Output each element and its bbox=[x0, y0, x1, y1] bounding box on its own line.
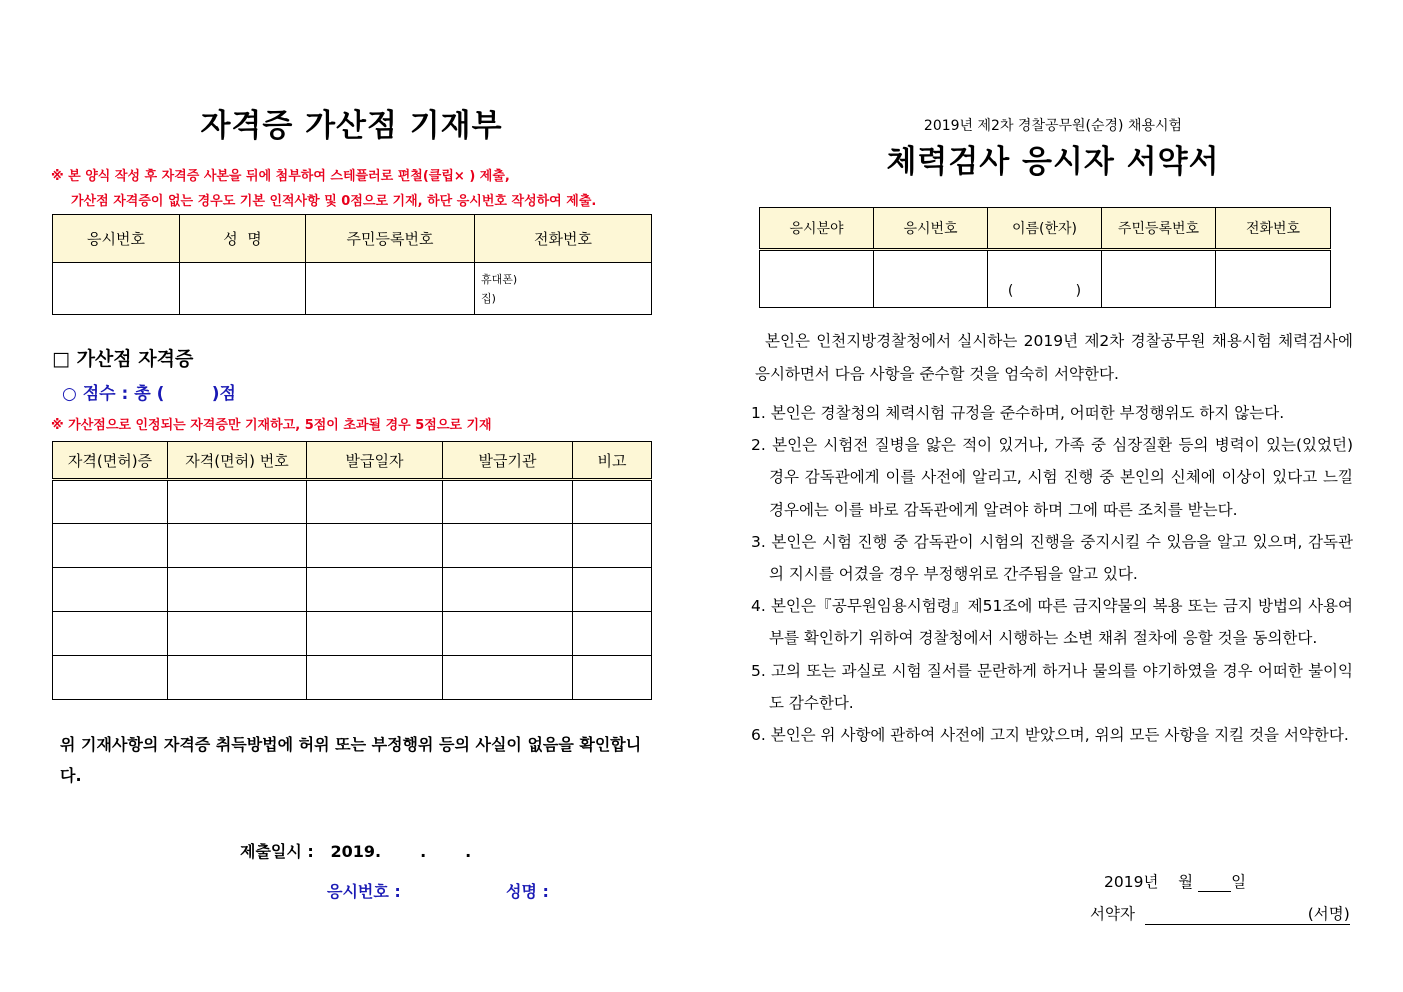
cell[interactable] bbox=[168, 656, 307, 700]
cell[interactable] bbox=[168, 524, 307, 568]
cell[interactable] bbox=[573, 612, 652, 656]
resident-no-cell[interactable] bbox=[306, 263, 475, 315]
pledge-title: 체력검사 응시자 서약서 bbox=[886, 144, 1220, 180]
cell[interactable] bbox=[573, 480, 652, 524]
clause-2: 2. 본인은 시험전 질병을 앓은 적이 있거나, 가족 중 심장질환 등의 병력이 있는(있었던) 경우 감독관에게 이를 사전에 알리고, 시험 진행 중 본인의 신체에 이상이 있다고 느낄 경우에는 이를 바로 감독관에게 알려야 하며 그에 따른 조치를 받는다. bbox=[751, 436, 1353, 519]
name-label[interactable]: 성명 : bbox=[506, 882, 549, 901]
cell[interactable] bbox=[307, 480, 443, 524]
phone-cell[interactable] bbox=[1216, 250, 1331, 308]
pledge-clauses bbox=[751, 397, 1353, 751]
pledge-date[interactable] bbox=[1104, 870, 1246, 892]
score-total[interactable]: ○ 점수 : 총 ( )점 bbox=[62, 384, 236, 404]
applicant-no-label[interactable]: 응시번호 : bbox=[327, 882, 401, 901]
header-phone: 전화번호 bbox=[475, 215, 652, 263]
cell[interactable] bbox=[443, 568, 573, 612]
table-row bbox=[53, 568, 652, 612]
table-row bbox=[53, 612, 652, 656]
phone-mobile-label: 휴대폰) bbox=[481, 272, 518, 286]
clause-3: 3. 본인은 시험 진행 중 감독관이 시험의 진행을 중지시킬 수 있음을 알고 있으며, 감독관의 지시를 어겼을 경우 부정행위로 간주됨을 알고 있다. bbox=[751, 532, 1353, 584]
left-title: 자격증 가산점 기재부 bbox=[200, 108, 503, 144]
phone-home-label: 집) bbox=[481, 291, 496, 305]
cell[interactable] bbox=[53, 656, 168, 700]
pledge-signature[interactable] bbox=[1090, 902, 1350, 925]
header-applicant-no: 응시번호 bbox=[874, 208, 988, 250]
header-applicant-no: 응시번호 bbox=[53, 215, 180, 263]
cell[interactable] bbox=[168, 612, 307, 656]
cell[interactable] bbox=[443, 524, 573, 568]
header-phone: 전화번호 bbox=[1216, 208, 1331, 250]
cell[interactable] bbox=[53, 480, 168, 524]
attach-notice: ※ 본 양식 작성 후 자격증 사본을 뒤에 첨부하여 스테플러로 편철(클립× ) 제출, bbox=[51, 169, 510, 184]
date-year: 2019년 bbox=[1104, 873, 1159, 891]
phone-cell[interactable] bbox=[475, 263, 652, 315]
cell[interactable] bbox=[307, 656, 443, 700]
cell[interactable] bbox=[307, 612, 443, 656]
clause-4: 4. 본인은『공무원임용시험령』제51조에 따른 금지약물의 복용 또는 금지 방법의 사용여부를 확인하기 위하여 경찰청에서 시행하는 소변 채취 절차에 응할 것을 동의한다. bbox=[751, 597, 1353, 648]
table-row bbox=[53, 524, 652, 568]
name-cell[interactable] bbox=[180, 263, 306, 315]
date-day: 일 bbox=[1231, 873, 1247, 891]
resident-no-cell[interactable] bbox=[1102, 250, 1216, 308]
cell[interactable] bbox=[443, 612, 573, 656]
cell[interactable] bbox=[573, 568, 652, 612]
applicant-info-table bbox=[52, 214, 652, 315]
name-hanja-cell[interactable]: ( ) bbox=[988, 250, 1102, 308]
cell[interactable] bbox=[168, 568, 307, 612]
exam-subtitle: 2019년 제2차 경찰공무원(순경) 채용시험 bbox=[923, 118, 1183, 134]
cell[interactable] bbox=[307, 524, 443, 568]
header-field: 응시분야 bbox=[760, 208, 874, 250]
clause-5: 5. 고의 또는 과실로 시험 질서를 문란하게 하거나 물의를 야기하였을 경우 어떠한 불이익도 감수한다. bbox=[751, 661, 1353, 712]
cert-section-title: □ 가산점 자격증 bbox=[52, 348, 194, 370]
table-row bbox=[53, 656, 652, 700]
date-month: 월 bbox=[1178, 873, 1194, 891]
applicant-no-cell[interactable] bbox=[53, 263, 180, 315]
confirmation-statement: 위 기재사항의 자격증 취득방법에 허위 또는 부정행위 등의 사실이 없음을 확인합니다. bbox=[60, 735, 642, 785]
signature-label: (서명) bbox=[1307, 905, 1350, 923]
applicant-no-cell[interactable] bbox=[874, 250, 988, 308]
header-name-hanja: 이름(한자) bbox=[988, 208, 1102, 250]
table-row bbox=[53, 480, 652, 524]
header-name: 성 명 bbox=[180, 215, 306, 263]
field-cell[interactable] bbox=[760, 250, 874, 308]
cell[interactable] bbox=[443, 656, 573, 700]
header-resident-no: 주민등록번호 bbox=[1102, 208, 1216, 250]
clause-6: 6. 본인은 위 사항에 관하여 사전에 고지 받았으며, 위의 모든 사항을 지킬 것을 서약한다. bbox=[751, 726, 1349, 745]
cell[interactable] bbox=[53, 568, 168, 612]
header-remarks: 비고 bbox=[573, 442, 652, 480]
cell[interactable] bbox=[573, 524, 652, 568]
cell[interactable] bbox=[307, 568, 443, 612]
cert-notice: ※ 가산점으로 인정되는 자격증만 기재하고, 5점이 초과될 경우 5점으로 기재 bbox=[51, 418, 492, 433]
zero-score-notice: 가산점 자격증이 없는 경우도 기본 인적사항 및 0점으로 기재, 하단 응시번호 작성하여 제출. bbox=[71, 194, 597, 209]
cert-table bbox=[52, 441, 652, 700]
header-resident-no: 주민등록번호 bbox=[306, 215, 475, 263]
cell[interactable] bbox=[53, 612, 168, 656]
submit-date[interactable]: 제출일시 : 2019. . . bbox=[240, 842, 472, 861]
header-issuer: 발급기관 bbox=[443, 442, 573, 480]
cell[interactable] bbox=[573, 656, 652, 700]
header-cert-no: 자격(면허) 번호 bbox=[168, 442, 307, 480]
clause-1: 1. 본인은 경찰청의 체력시험 규정을 준수하며, 어떠한 부정행위도 하지 않는다. bbox=[751, 404, 1285, 422]
cell[interactable] bbox=[443, 480, 573, 524]
cell[interactable] bbox=[53, 524, 168, 568]
pledge-info-table bbox=[759, 207, 1331, 308]
signer-label: 서약자 bbox=[1090, 905, 1135, 923]
cell[interactable] bbox=[168, 480, 307, 524]
header-issue-date: 발급일자 bbox=[307, 442, 443, 480]
pledge-intro: 본인은 인천지방경찰청에서 실시하는 2019년 제2차 경찰공무원 채용시험 체력검사에 응시하면서 다음 사항을 준수할 것을 엄숙히 서약한다. bbox=[755, 332, 1353, 383]
header-cert: 자격(면허)증 bbox=[53, 442, 168, 480]
